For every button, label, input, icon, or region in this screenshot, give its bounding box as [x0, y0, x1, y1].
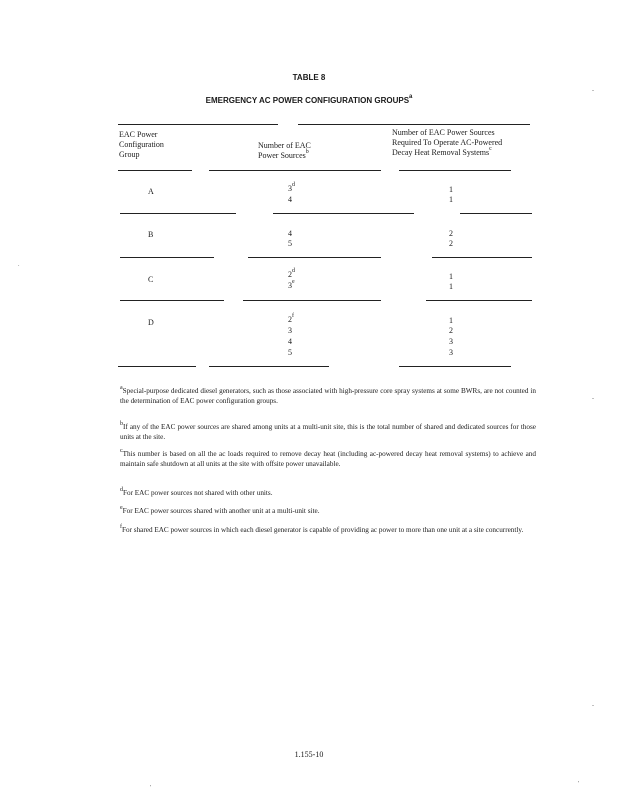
header-col3-line3 [392, 148, 502, 158]
header-rule-col2 [209, 170, 381, 171]
group-c-rule-col3 [426, 300, 532, 301]
header-col3-line3-text: Decay Heat Removal Systems [392, 148, 490, 157]
footnote-a-text: Special-purpose dedicated diesel generators, such as those associated with high-pressure core spray systems at some BWRs, are not counted in the determination of EAC power configuration groups. [120, 387, 536, 405]
footnote-d-mark: d [120, 486, 123, 493]
group-a-sources-2: 4 [288, 195, 292, 204]
footnote-c-text: This number is based on all the ac loads required to remove decay heat (including ac-powered decay heat removal systems) to achieve and maintain safe shutdown at all units at the site with offsite power unavailable. [120, 450, 536, 468]
group-d-sources-1-value: 2 [288, 315, 292, 324]
group-d-sources-1 [288, 314, 308, 325]
header-col1-line3: Group [119, 150, 140, 159]
footnote-e-mark: e [120, 504, 123, 511]
group-a-label: A [148, 187, 154, 196]
header-rule-col3 [399, 170, 511, 171]
group-c-required-1: 1 [449, 272, 453, 281]
group-c-sources-1 [288, 269, 308, 280]
group-a-rule-col3 [460, 213, 532, 214]
footnote-d [120, 488, 536, 498]
group-d-rule-col3 [399, 366, 511, 367]
footnote-f-text: For shared EAC power sources in which each diesel generator is capable of providing ac power to more than one unit at a site concurrently. [122, 526, 524, 534]
group-d-required-2: 2 [449, 326, 453, 335]
table-title-text: EMERGENCY AC POWER CONFIGURATION GROUPS [205, 96, 410, 105]
scan-speck: ' [578, 781, 580, 787]
group-c-required-2: 1 [449, 282, 453, 291]
header-configuration-group [119, 130, 164, 160]
group-b-sources-2: 5 [288, 239, 292, 248]
header-col1-line2: Configuration [119, 140, 164, 149]
group-c-sources-1-value: 2 [288, 270, 292, 279]
header-col2-line2-text: Power Sources [258, 151, 306, 160]
header-col2-line1: Number of EAC [258, 141, 311, 150]
group-a-required-1: 1 [449, 185, 453, 194]
group-b-required-2: 2 [449, 239, 453, 248]
group-d-rule-col1 [118, 366, 196, 367]
header-rule-col1 [118, 170, 192, 171]
group-b-rule-col3 [432, 257, 532, 258]
group-a-sources-1-value: 3 [288, 184, 292, 193]
footnote-e-text: For EAC power sources shared with another unit at a multi-unit site. [122, 507, 320, 515]
page-number: 1.155-10 [294, 750, 324, 759]
group-b-rule-col1 [120, 257, 214, 258]
group-d-sources-1-mark: f [292, 313, 294, 320]
group-d-sources-4: 5 [288, 348, 292, 357]
footnote-f [120, 525, 536, 535]
group-b-rule-col2 [248, 257, 381, 258]
header-col3-line2: Required To Operate AC-Powered [392, 138, 503, 147]
group-d-sources-2: 3 [288, 326, 292, 335]
group-c-sources-2-mark: e [292, 279, 295, 286]
scan-speck: - [592, 396, 594, 402]
group-d-label: D [148, 318, 154, 327]
group-a-rule-col1 [120, 213, 236, 214]
group-a-required-2: 1 [449, 195, 453, 204]
group-a-sources-1 [288, 183, 308, 194]
header-col1-line1: EAC Power [119, 130, 158, 139]
header-col2-footnote-mark: b [305, 149, 309, 156]
group-a-sources-1-mark: d [292, 182, 295, 189]
group-d-required-3: 3 [449, 337, 453, 346]
footnote-c-mark: c [120, 447, 123, 454]
group-a-rule-col2 [273, 213, 414, 214]
footnote-e [120, 506, 536, 516]
group-d-required-4: 3 [449, 348, 453, 357]
group-b-sources-1: 4 [288, 229, 292, 238]
group-c-sources-2 [288, 280, 308, 291]
group-d-sources-3: 4 [288, 337, 292, 346]
group-c-sources-1-mark: d [292, 268, 295, 275]
header-col2-line2 [258, 151, 311, 161]
group-d-required-1: 1 [449, 316, 453, 325]
table-title-footnote-mark: a [409, 94, 413, 101]
scan-speck: - [592, 703, 594, 709]
scan-speck: ' [150, 785, 152, 791]
header-sources-required [392, 128, 502, 158]
top-rule-left [118, 124, 278, 125]
scan-speck: - [592, 88, 594, 94]
footnote-d-text: For EAC power sources not shared with other units. [123, 489, 273, 497]
footnote-b [120, 422, 536, 442]
footnote-b-text: If any of the EAC power sources are shared among units at a multi-unit site, this is the total number of shared and dedicated sources for those units at the site. [120, 423, 536, 441]
scan-speck: . [18, 262, 20, 268]
group-d-rule-col2 [209, 366, 329, 367]
group-c-sources-2-value: 3 [288, 281, 292, 290]
header-number-of-sources [258, 141, 311, 161]
footnote-b-mark: b [120, 420, 123, 427]
group-c-label: C [148, 275, 154, 284]
group-b-label: B [148, 230, 154, 239]
footnote-c [120, 449, 536, 469]
header-col3-footnote-mark: c [489, 146, 492, 153]
header-col3-line1: Number of EAC Power Sources [392, 128, 495, 137]
footnote-a [120, 386, 536, 406]
group-c-rule-col1 [120, 300, 224, 301]
top-rule-right [298, 124, 530, 125]
group-c-rule-col2 [243, 300, 381, 301]
table-title [0, 96, 618, 105]
footnote-f-mark: f [120, 523, 122, 530]
footnote-a-mark: a [120, 384, 123, 391]
group-b-required-1: 2 [449, 229, 453, 238]
table-number: TABLE 8 [292, 73, 326, 82]
